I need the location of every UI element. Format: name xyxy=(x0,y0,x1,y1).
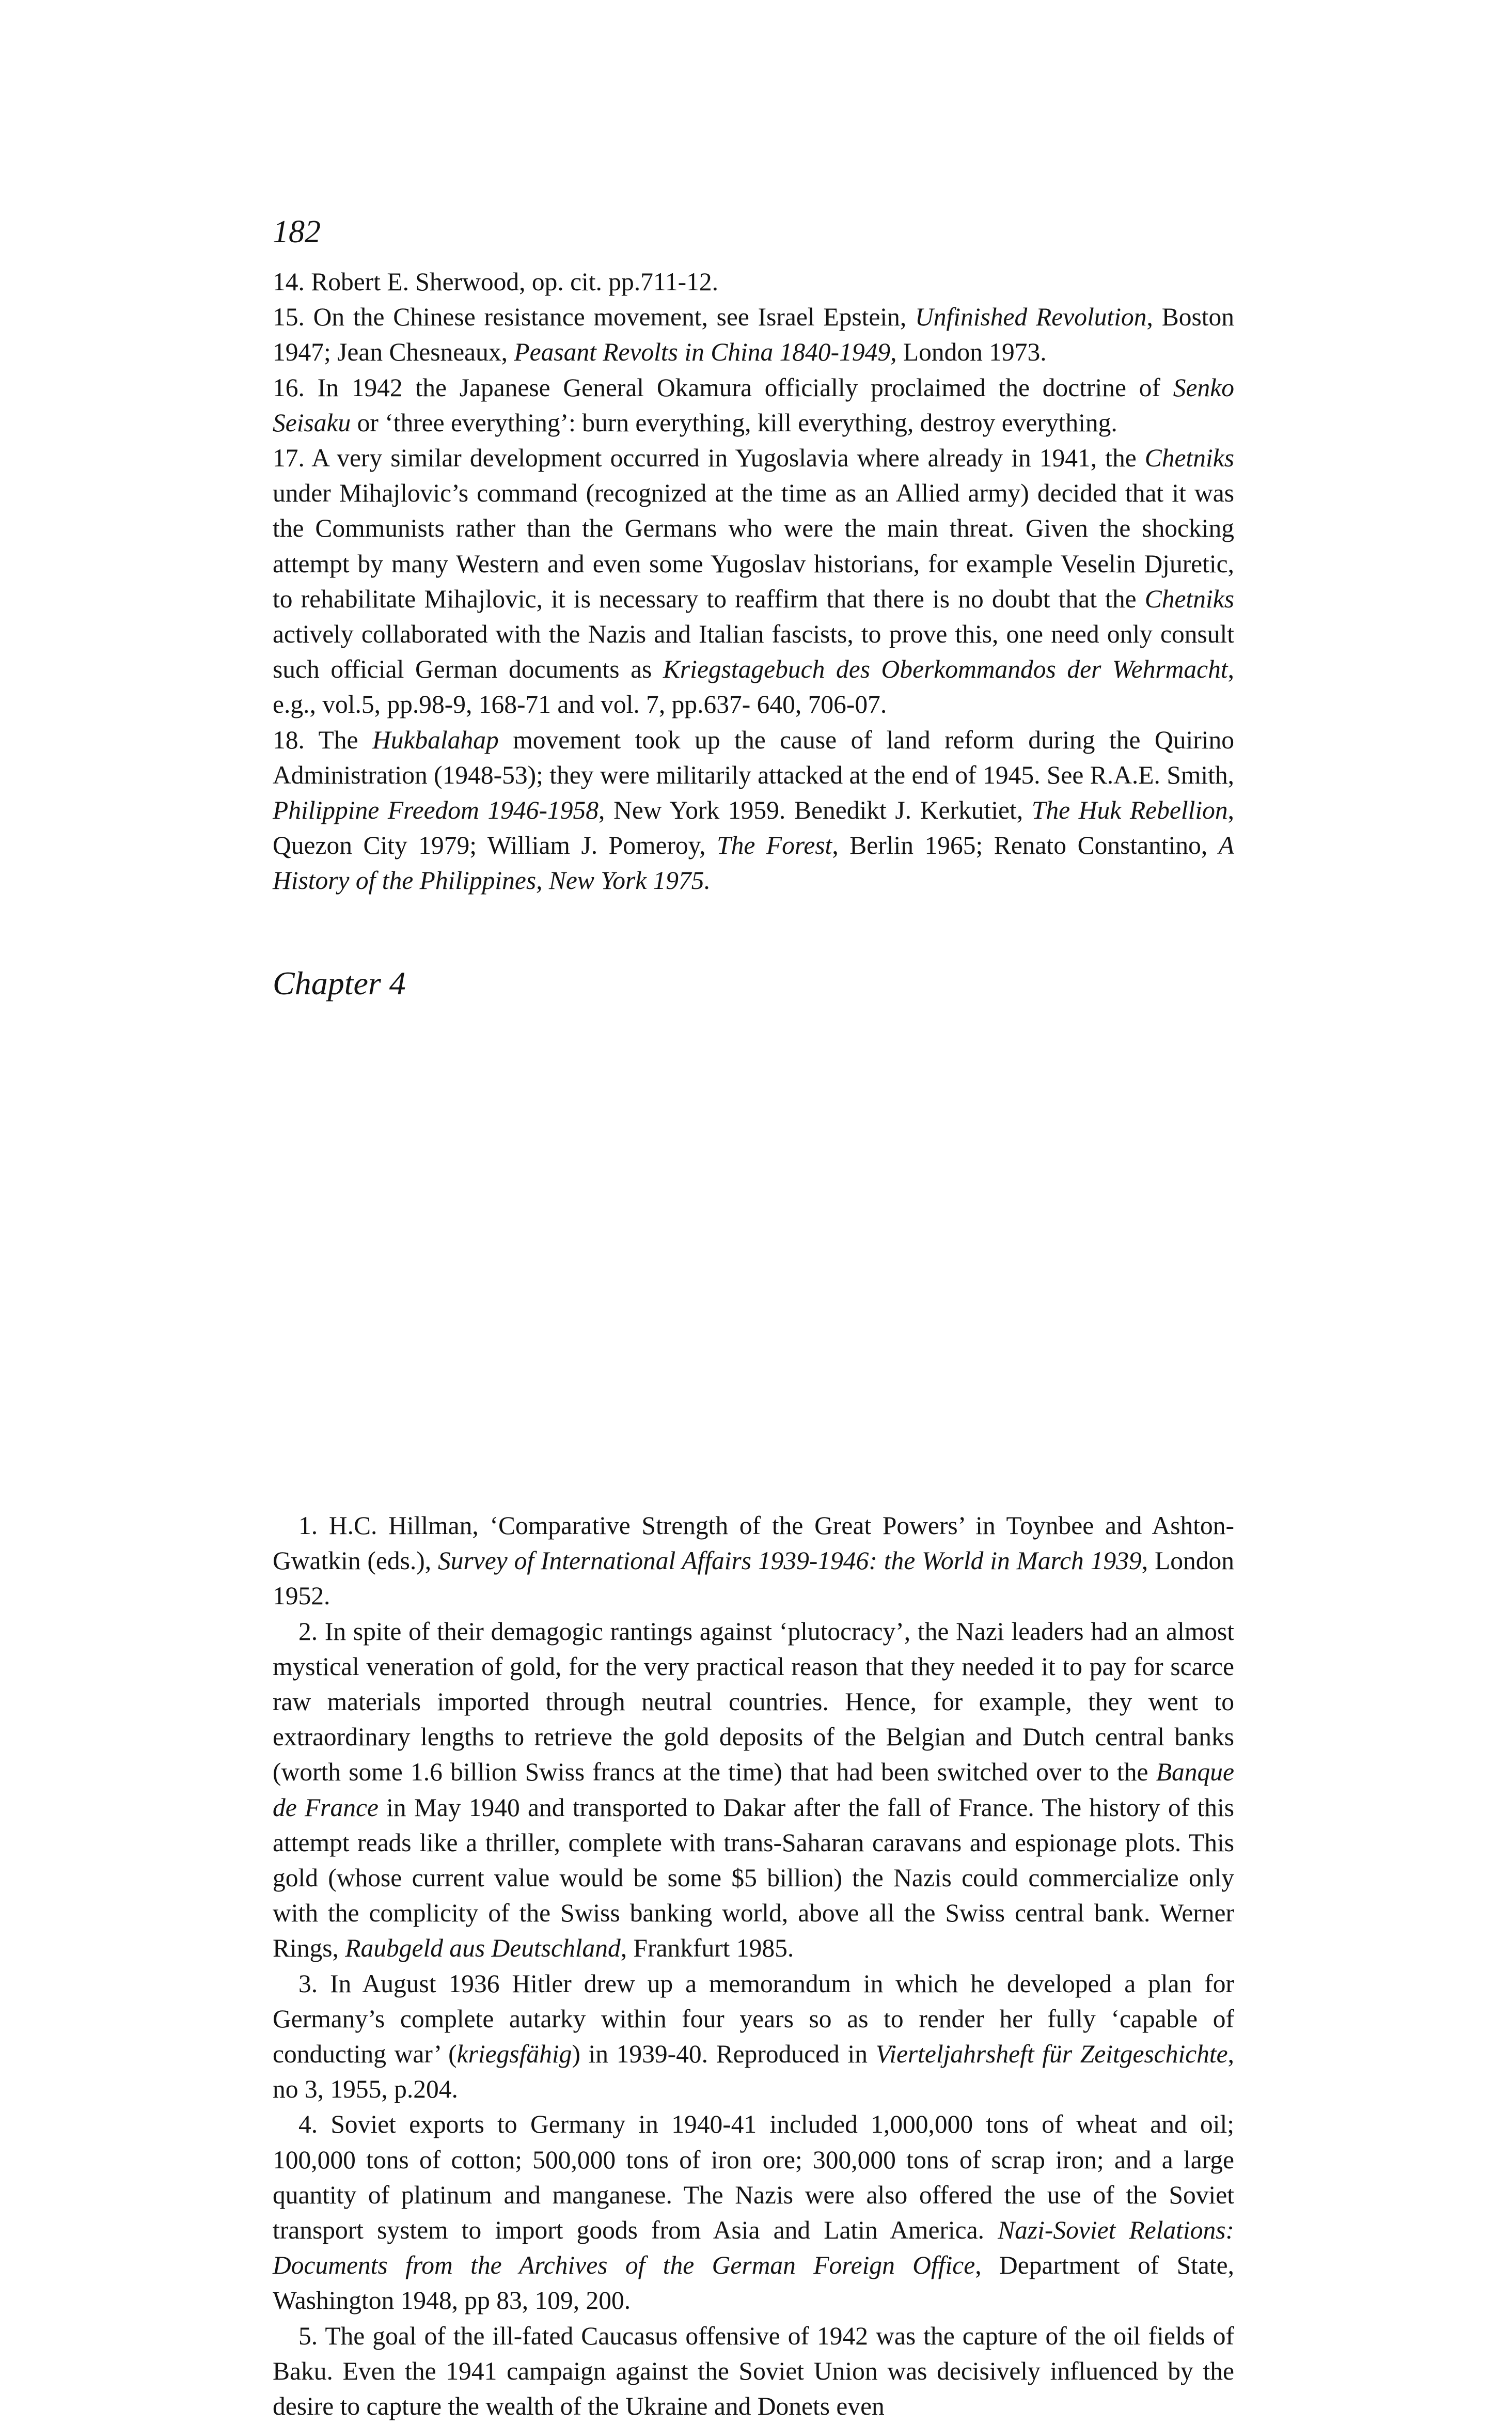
italic-title: Chetniks xyxy=(1144,584,1234,613)
italic-title: Senko Seisaku xyxy=(273,373,1234,437)
note-text: , Boston 1947; Jean Chesneaux, xyxy=(273,303,1234,367)
italic-title: Raubgeld aus Deutschland xyxy=(345,1934,621,1963)
page-number: 182 xyxy=(273,214,321,249)
italic-title: kriegsfähig xyxy=(456,2040,572,2069)
note-text: 3. In August 1936 Hitler drew up a memorandum in which he developed a plan for Germany’s complete autarky within four years so as to render her fully ‘capable of conducting war’ ( xyxy=(273,1969,1234,2069)
italic-title: The Forest xyxy=(717,831,832,860)
note xyxy=(273,723,1234,899)
italic-title: Nazi-Soviet Relations: Documents from the Archives of the German Foreign Office xyxy=(273,2216,1234,2280)
note-text: in May 1940 and transported to Dakar after the fall of France. The history of this attempt reads like a thriller, complete with trans-Saharan caravans and espionage plots. This gold (whose current value would be some $5 billion) the Nazis could commercialize only with the complicity of the Swiss banking world, above all the Swiss central bank. Werner Rings, xyxy=(273,1793,1234,1963)
note-text: actively collaborated with the Nazis and Italian fascists, to prove this, one need only consult such official German documents as xyxy=(273,620,1234,684)
note xyxy=(273,1508,1234,1614)
italic-title: Hukbalahap xyxy=(372,725,499,754)
note xyxy=(273,264,1234,300)
note-text: 15. On the Chinese resistance movement, see Israel Epstein, xyxy=(273,303,916,332)
note-text: 4. Soviet exports to Germany in 1940-41 included 1,000,000 tons of wheat and oil; 100,000 tons of cotton; 500,000 tons of iron ore; 300,000 tons of scrap iron; and a large quantity of platinum and manganese. The Nazis were also offered the use of the Soviet transport system to import goods from Asia and Latin America. xyxy=(273,2110,1234,2245)
chapter-heading: Chapter 4 xyxy=(273,965,406,1002)
italic-title: Survey of International Affairs 1939-1946: the World in March 1939 xyxy=(437,1546,1142,1575)
italic-title: Philippine Freedom 1946-1958 xyxy=(273,796,598,825)
note-text: , no 3, 1955, p.204. xyxy=(273,2040,1235,2104)
note-text: ) in 1939-40. Reproduced in xyxy=(572,2040,876,2069)
note-text: 1. H.C. Hillman, ‘Comparative Strength of the Great Powers’ in Toynbee and Ashton-Gwatkin (eds.), xyxy=(273,1511,1234,1575)
note-text: , New York 1959. Benedikt J. Kerkutiet, xyxy=(598,796,1032,825)
note-text: 16. In 1942 the Japanese General Okamura officially proclaimed the doctrine of xyxy=(273,373,1173,402)
note xyxy=(273,2107,1234,2318)
note xyxy=(273,370,1234,441)
notes-chapter-3 xyxy=(273,264,1234,899)
note xyxy=(273,441,1234,723)
note-text: 5. The goal of the ill-fated Caucasus offensive of 1942 was the capture of the oil fields of Baku. Even the 1941 campaign against the Soviet Union was decisively influenced by the desire to capture the wealth of the Ukraine and Donets even xyxy=(273,2321,1234,2421)
italic-title: Kriegstagebuch des Oberkommandos der Wehrmacht xyxy=(663,655,1228,684)
notes-chapter-4 xyxy=(273,1508,1234,2424)
note-text: 2. In spite of their demagogic rantings against ‘plutocracy’, the Nazi leaders had an almost mystical veneration of gold, for the very practical reason that they needed it to pay for scarce raw materials imported through neutral countries. Hence, for example, they went to extraordinary lengths to retrieve the gold deposits of the Belgian and Dutch central banks (worth some 1.6 billion Swiss francs at the time) that had been switched over to the xyxy=(273,1617,1234,1787)
note xyxy=(273,2319,1234,2424)
note-text: 17. A very similar development occurred in Yugoslavia where already in 1941, the xyxy=(273,444,1145,473)
note-text: , Berlin 1965; Renato Constantino, xyxy=(832,831,1219,860)
italic-title: Vierteljahrsheft für Zeitgeschichte xyxy=(875,2040,1228,2069)
note-text: movement took up the cause of land reform during the Quirino Administration (1948-53); they were militarily attacked at the end of 1945. See R.A.E. Smith, xyxy=(273,725,1234,789)
note-text: 18. The xyxy=(273,725,372,754)
italic-title: Peasant Revolts in China 1840-1949 xyxy=(514,338,891,367)
italic-title: Banque de France xyxy=(273,1758,1234,1822)
note xyxy=(273,300,1234,370)
italic-title: The Huk Rebellion xyxy=(1031,796,1228,825)
note-text: , London 1952. xyxy=(273,1546,1234,1610)
note-text: , Frankfurt 1985. xyxy=(620,1934,794,1963)
note-text: under Mihajlovic’s command (recognized at the time as an Allied army) decided that it was the Communists rather than the Germans who were the main threat. Given the shocking attempt by many Western and even some Yugoslav historians, for example Veselin Djuretic, to rehabilitate Mihajlovic, it is necessary to reaffirm that there is no doubt that the xyxy=(273,479,1234,613)
note-text: or ‘three everything’: burn everything, kill everything, destroy everything. xyxy=(351,408,1117,437)
italic-title: Chetniks xyxy=(1144,444,1234,473)
note-text: , e.g., vol.5, pp.98-9, 168-71 and vol. 7, pp.637- 640, 706-07. xyxy=(273,655,1234,719)
note-text: , Department of State, Washington 1948, pp 83, 109, 200. xyxy=(273,2251,1234,2315)
italic-title: Unfinished Revolution xyxy=(915,303,1147,332)
note-text: , Quezon City 1979; William J. Pomeroy, xyxy=(273,796,1235,860)
note xyxy=(273,1614,1234,1966)
italic-title: A History of the Philippines, New York 1975. xyxy=(273,831,1234,895)
note xyxy=(273,1966,1234,2107)
note-text: , London 1973. xyxy=(890,338,1047,367)
note-text: 14. Robert E. Sherwood, op. cit. pp.711-12. xyxy=(273,268,718,296)
